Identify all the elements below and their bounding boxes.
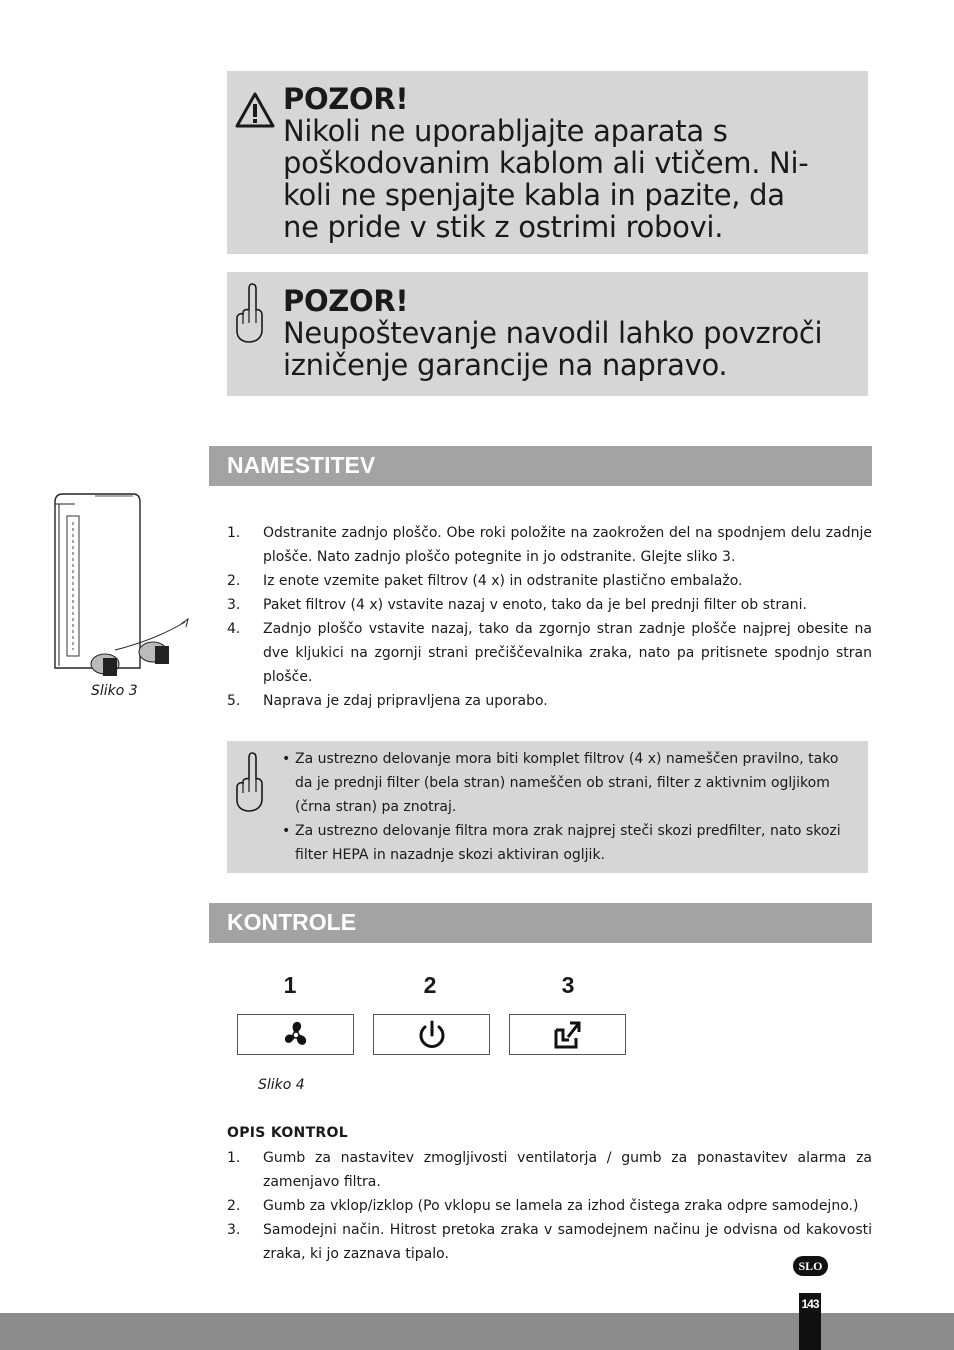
warning-line: koli ne spenjajte kabla in pazite, da — [283, 178, 785, 212]
control-number: 3 — [561, 972, 575, 998]
list-item — [227, 569, 872, 593]
control-number: 2 — [423, 972, 437, 998]
warning-line: Neupoštevanje navodil lahko povzroči — [283, 316, 823, 350]
list-item — [227, 1146, 872, 1194]
step-number: 2. — [227, 1198, 241, 1214]
subsection-title: OPIS KONTROL — [227, 1125, 348, 1141]
step-number: 5. — [227, 693, 241, 709]
note-text: Za ustrezno delovanje mora biti komplet filtrov (4 x) nameščen pravilno, tako da je prednji filter (bela stran) nameščen ob strani, filter z aktivnim ogljikom (črna stran) pa znotraj. — [295, 751, 839, 815]
control-descriptions — [227, 1146, 872, 1266]
bullet: • — [282, 823, 291, 839]
note-list — [282, 747, 857, 867]
auto-mode-icon — [551, 1018, 585, 1052]
warning-box-warranty — [227, 272, 868, 396]
auto-mode-button[interactable] — [509, 1014, 626, 1055]
step-number: 4. — [227, 621, 241, 637]
step-text: Samodejni način. Hitrost pretoka zraka v samodejnem načinu je odvisna od kakovosti zraka, ki jo zaznava tipalo. — [263, 1222, 872, 1262]
control-number: 1 — [283, 972, 297, 998]
note-box — [227, 741, 868, 873]
step-text: Odstranite zadnjo ploščo. Obe roki položite na zaokrožen del na spodnjem delu zadnje plošče. Nato zadnjo ploščo potegnite in jo odstranite. Glejte sliko 3. — [263, 525, 872, 565]
list-item — [282, 747, 857, 819]
list-item — [227, 1218, 872, 1266]
list-item — [227, 1194, 872, 1218]
bullet: • — [282, 751, 291, 767]
step-number: 2. — [227, 573, 241, 589]
power-button[interactable] — [373, 1014, 490, 1055]
page-number: 143 — [801, 1297, 819, 1311]
list-item — [227, 593, 872, 617]
installation-steps — [227, 521, 872, 713]
warning-line: izničenje garancije na napravo. — [283, 348, 728, 382]
step-number: 3. — [227, 597, 241, 613]
list-item — [227, 617, 872, 689]
step-text: Iz enote vzemite paket filtrov (4 x) in odstranite plastično embalažo. — [263, 573, 743, 589]
section-title: NAMESTITEV — [227, 452, 376, 478]
step-text: Naprava je zdaj pripravljena za uporabo. — [263, 693, 548, 709]
step-text: Gumb za vklop/izklop (Po vklopu se lamela za izhod čistega zraka odpre samodejno.) — [263, 1198, 859, 1214]
pointing-hand-icon — [232, 749, 266, 813]
section-title: KONTROLE — [227, 909, 357, 935]
figure-caption: Sliko 4 — [258, 1077, 305, 1093]
figure-caption: Sliko 3 — [91, 683, 138, 699]
step-text: Paket filtrov (4 x) vstavite nazaj v enoto, tako da je bel prednji filter ob strani. — [263, 597, 807, 613]
list-item — [282, 819, 857, 867]
warning-title: POZOR! — [283, 284, 409, 318]
section-header-installation — [209, 446, 872, 486]
fan-speed-button[interactable] — [237, 1014, 354, 1055]
step-number: 3. — [227, 1222, 241, 1238]
step-text: Gumb za nastavitev zmogljivosti ventilatorja / gumb za ponastavitev alarma za zamenjavo filtra. — [263, 1150, 872, 1190]
warning-box-cable — [227, 71, 868, 254]
note-text: Za ustrezno delovanje filtra mora zrak najprej steči skozi predfilter, nato skozi filter HEPA in nazadnje skozi aktiviran ogljik. — [295, 823, 841, 863]
list-item — [227, 521, 872, 569]
list-item — [227, 689, 872, 713]
warning-line: poškodovanim kablom ali vtičem. Ni- — [283, 146, 809, 180]
step-text: Zadnjo ploščo vstavite nazaj, tako da zgornjo stran zadnje plošče najprej obesite na dve kljukici na zgornji strani prečiščevalnika zraka, nato pa pritisnete spodnjo stran plošče. — [263, 621, 872, 685]
step-number: 1. — [227, 525, 241, 541]
warning-line: Nikoli ne uporabljajte aparata s — [283, 114, 728, 148]
warning-title: POZOR! — [283, 82, 409, 116]
step-number: 1. — [227, 1150, 241, 1166]
warning-line: ne pride v stik z ostrimi robovi. — [283, 210, 724, 244]
pointing-hand-icon — [232, 280, 266, 344]
language-badge: SLO — [793, 1256, 828, 1276]
fan-icon — [279, 1018, 313, 1052]
section-header-controls — [209, 903, 872, 943]
warning-triangle-icon — [234, 91, 276, 129]
air-purifier-illustration — [45, 490, 195, 680]
power-icon — [415, 1018, 449, 1052]
